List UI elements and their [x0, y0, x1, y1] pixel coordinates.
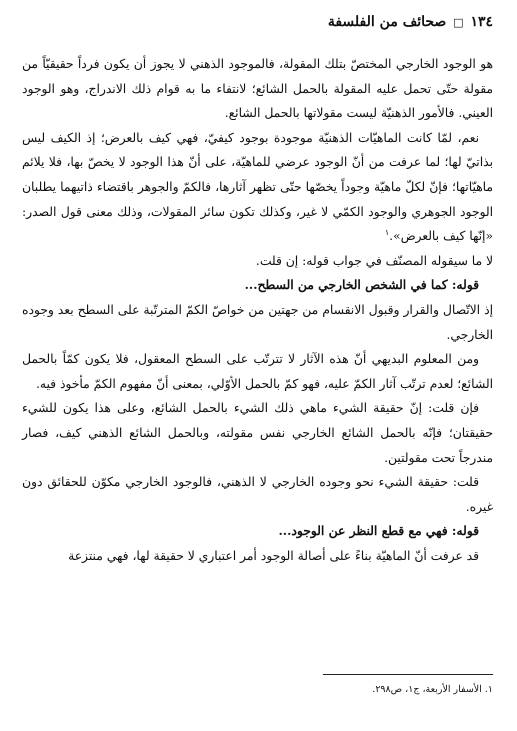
paragraph-continuation [22, 52, 493, 126]
paragraph-text: ومن المعلوم البديهي أنّ هذه الآثار لا تترتّب على السطح المعقول، فلا يكون كمّاً بالحمل الشائع؛ لعدم ترتّب آثار الكمّ عليه، فهو كمّ بالحمل الأوّلي، بمعنى أنّ مفهوم الكمّ مأخوذ فيه. [22, 352, 493, 391]
running-title: صحائف من الفلسفة [327, 14, 447, 30]
paragraph [22, 544, 493, 569]
footnote-ref[interactable]: ١ [384, 228, 390, 238]
paragraph [22, 298, 493, 347]
header-separator-icon: □ [453, 16, 464, 29]
lead-text: قوله: فهي مع قطع النظر عن الوجود... [278, 523, 479, 539]
paragraph-text: إذ الاتّصال والقرار وقبول الانقسام من جهتين من خواصّ الكمّ المترتّبة على السطح بعد وجوده الخارجي. [22, 302, 493, 342]
commentary-lead [22, 519, 493, 544]
paragraph [22, 126, 493, 249]
footnote [372, 684, 493, 695]
paragraph-text: نعم، لمّا كانت الماهيّات الذهنيّة موجودة بوجود كيفيّ، فهي كيف بالعرض؛ إذ الكيف ليس بذاتيّ لها؛ لما عرفت من أنّ الوجود عرضي للماهيّة، على أنّ هذا الوجود لا يخصّ بها، فلا يلائم ماهيّاتها؛ فإنّ لكلّ ماهيّة وجوداً يخصّها حتّى تظهر آثارها، فالكمّ والجوهر باقتضاء ذاتيهما يطلبان الوجود الجوهري والوجود الكمّي لا غير، وكذلك تكون سائر المقولات، وذلك معنى قول الصدر: «إنّها كيف بالعرض». [22, 130, 493, 244]
paragraph [22, 347, 493, 396]
paragraph [22, 249, 493, 274]
paragraph [22, 470, 493, 519]
commentary-lead [22, 273, 493, 298]
paragraph-text: قد عرفت أنّ الماهيّة بناءً على أصالة الوجود أمر اعتباري لا حقيقة لها، فهي منتزعة [68, 548, 479, 563]
body-text [22, 52, 493, 568]
footnote-text: ١. الأسفار الأربعة، ج١، ص٢٩٨. [372, 684, 493, 695]
paragraph [22, 396, 493, 470]
footnote-divider [323, 674, 493, 675]
paragraph-text: هو الوجود الخارجي المختصّ بتلك المقولة، فالموجود الذهني لا يجوز أن يكون فرداً حقيقيّاً من مقولة حتّى تحمل عليه المقولة بالحمل الشائع؛ لانتفاء ما به قوام ذلك الاندراج، وهو الوجود العيني. فالأمور الذهنيّة ليست مقولاتها بالحمل الشائع. [22, 57, 493, 121]
page-header [328, 14, 493, 30]
page-number: ١٣٤ [470, 14, 493, 30]
paragraph-text: لا ما سيقوله المصنّف في جواب قوله: إن قلت. [255, 253, 493, 268]
paragraph-text: قلت: حقيقة الشيء نحو وجوده الخارجي لا الذهني، فالوجود الخارجي مكوّن للحقائق دون غيره. [22, 475, 493, 514]
paragraph-text: فإن قلت: إنّ حقيقة الشيء ماهي ذلك الشيء بالحمل الشائع، وعلى هذا يكون للشيء حقيقتان؛ فإنّه بالحمل الشائع الخارجي نفس مقولته، وبالحمل الشائع الذهني كيف، فصار مندرجاً تحت مقولتين. [22, 401, 493, 465]
lead-text: قوله: كما في الشخص الخارجي من السطح... [244, 277, 479, 293]
